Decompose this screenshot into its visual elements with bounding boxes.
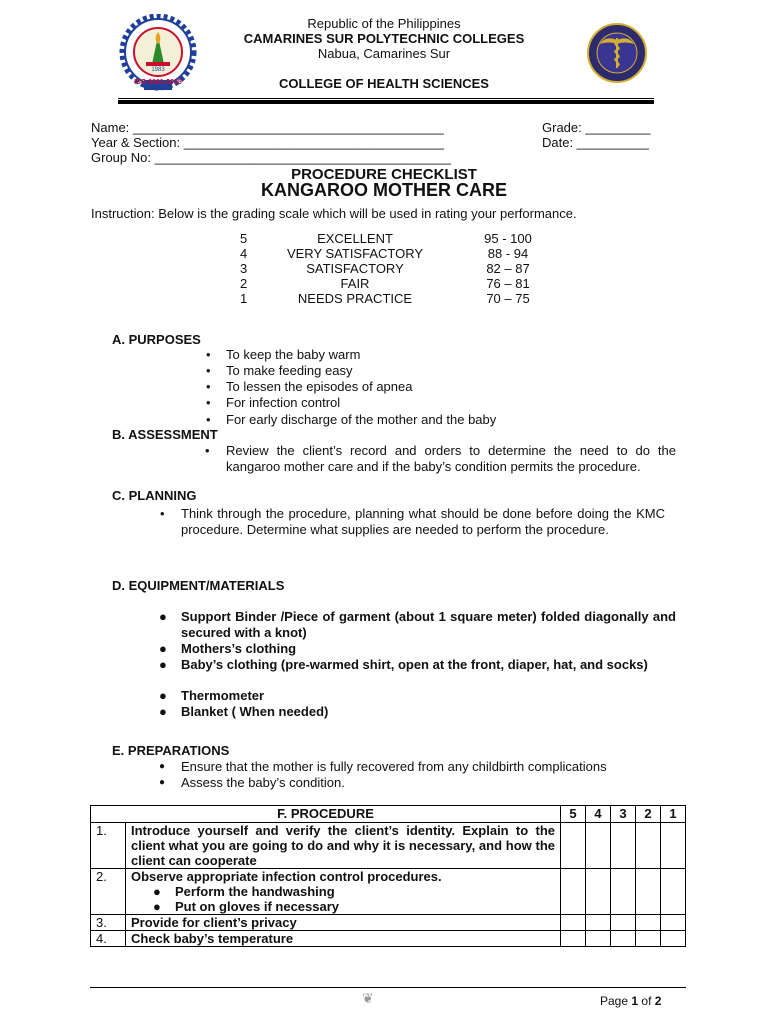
name-field: Name: ___________________________________________ (91, 120, 444, 135)
health-sciences-seal-logo (586, 22, 648, 84)
grade-field: Grade: _________ (542, 120, 651, 135)
table-row (91, 823, 686, 869)
list-item: • To keep the baby warm (206, 347, 361, 362)
department-name: COLLEGE OF HEALTH SCIENCES (279, 76, 489, 91)
header-divider-thick (118, 100, 654, 104)
step-text: Check baby’s temperature (126, 931, 561, 947)
ornament-icon: ❦ (362, 990, 374, 1006)
score-header: 3 (611, 806, 636, 823)
grade-range: 76 – 81 (486, 276, 530, 291)
score-header: 5 (561, 806, 586, 823)
list-item: • For infection control (206, 395, 341, 410)
score-cell[interactable] (611, 931, 636, 947)
step-number: 4. (91, 931, 126, 947)
score-cell[interactable] (586, 869, 611, 915)
republic-text: Republic of the Philippines (307, 16, 461, 31)
list-item: ● Mothers’s clothing (159, 641, 297, 656)
score-cell[interactable] (636, 915, 661, 931)
score-cell[interactable] (611, 823, 636, 869)
score-cell[interactable] (586, 915, 611, 931)
sub-step: ● Put on gloves if necessary (153, 899, 340, 914)
grade-score: 5 (240, 231, 248, 246)
sub-step: ● Perform the handwashing (153, 884, 335, 899)
assessment-heading: B. ASSESSMENT (112, 427, 218, 442)
procedure-title: KANGAROO MOTHER CARE (261, 180, 507, 200)
college-name: CAMARINES SUR POLYTECHNIC COLLEGES (243, 31, 525, 46)
score-cell[interactable] (586, 823, 611, 869)
table-row (91, 869, 686, 915)
score-cell[interactable] (661, 915, 686, 931)
logo-year: 1983 (151, 67, 165, 73)
table-row (91, 931, 686, 947)
list-item: ● Support Binder /Piece of garment (about 1 square meter) folded diagonally and secured with a knot) (159, 609, 676, 640)
score-cell[interactable] (586, 931, 611, 947)
instruction-text: Instruction: Below is the grading scale which will be used in rating your performance. (91, 206, 577, 221)
list-item: • To lessen the episodes of apnea (206, 379, 413, 394)
score-cell[interactable] (636, 823, 661, 869)
list-item: ● Ensure that the mother is fully recovered from any childbirth complications (159, 759, 607, 774)
step-text: Provide for client’s privacy (126, 915, 561, 931)
date-field: Date: __________ (542, 135, 649, 150)
procedure-table (90, 805, 686, 947)
equipment-heading: D. EQUIPMENT/MATERIALS (112, 578, 285, 593)
page-number: Page 1 of 2 (600, 994, 662, 1008)
step-text: Introduce yourself and verify the client’s identity. Explain to the client what you are going to do and why it is necessary, and how the client can cooperate (126, 823, 561, 869)
score-cell[interactable] (661, 931, 686, 947)
iso-text: ISO 9001:2015 (134, 79, 182, 86)
planning-text: Think through the procedure, planning what should be done before doing the KMC procedure. Determine what supplies are needed to perform the procedure. (181, 506, 665, 537)
score-cell[interactable] (661, 823, 686, 869)
grade-desc: FAIR (340, 276, 370, 291)
grade-score: 2 (240, 276, 248, 291)
grade-score: 4 (240, 246, 248, 261)
footer-divider (90, 987, 686, 988)
list-item: • To make feeding easy (206, 363, 353, 378)
group-no-field: Group No: _________________________________________ (91, 150, 452, 165)
score-cell[interactable] (561, 915, 586, 931)
score-cell[interactable] (561, 823, 586, 869)
grade-range: 82 – 87 (486, 261, 530, 276)
score-cell[interactable] (636, 931, 661, 947)
score-header: 4 (586, 806, 611, 823)
score-cell[interactable] (611, 869, 636, 915)
step-cell (126, 869, 561, 915)
checklist-title: PROCEDURE CHECKLIST (291, 166, 477, 183)
step-number: 3. (91, 915, 126, 931)
score-cell[interactable] (636, 869, 661, 915)
list-item: ● Baby’s clothing (pre-warmed shirt, open at the front, diaper, hat, and socks) (159, 657, 648, 672)
list-item: ● Blanket ( When needed) (159, 704, 329, 719)
score-cell[interactable] (561, 931, 586, 947)
preparations-heading: E. PREPARATIONS (112, 743, 230, 758)
step-number: 1. (91, 823, 126, 869)
grade-range: 70 – 75 (486, 291, 530, 306)
header-divider-thin (118, 98, 654, 99)
score-cell[interactable] (561, 869, 586, 915)
table-header-row (91, 806, 686, 823)
purposes-heading: A. PURPOSES (112, 332, 201, 347)
score-cell[interactable] (661, 869, 686, 915)
score-header: 1 (661, 806, 686, 823)
step-number: 2. (91, 869, 126, 915)
planning-heading: C. PLANNING (112, 488, 197, 503)
college-location: Nabua, Camarines Sur (317, 46, 451, 61)
assessment-text: Review the client’s record and orders to determine the need to do the kangaroo mother care and if the baby’s condition permits the procedure. (226, 443, 676, 474)
step-text: Observe appropriate infection control procedures. (131, 869, 442, 884)
grade-range: 88 - 94 (487, 246, 529, 261)
list-item: • For early discharge of the mother and the baby (206, 412, 497, 427)
grade-desc: VERY SATISFACTORY (286, 246, 424, 261)
grade-desc: NEEDS PRACTICE (297, 291, 413, 306)
table-row (91, 915, 686, 931)
year-section-field: Year & Section: ____________________________________ (91, 135, 445, 150)
score-header: 2 (636, 806, 661, 823)
grade-desc: EXCELLENT (317, 231, 393, 246)
grade-range: 95 - 100 (484, 231, 532, 246)
list-item: ● Thermometer (159, 688, 265, 703)
list-item: ● Assess the baby’s condition. (159, 775, 345, 790)
score-cell[interactable] (611, 915, 636, 931)
grade-desc: SATISFACTORY (306, 261, 404, 276)
grade-score: 1 (240, 291, 248, 306)
grade-score: 3 (240, 261, 248, 276)
procedure-heading: F. PROCEDURE (91, 806, 561, 823)
